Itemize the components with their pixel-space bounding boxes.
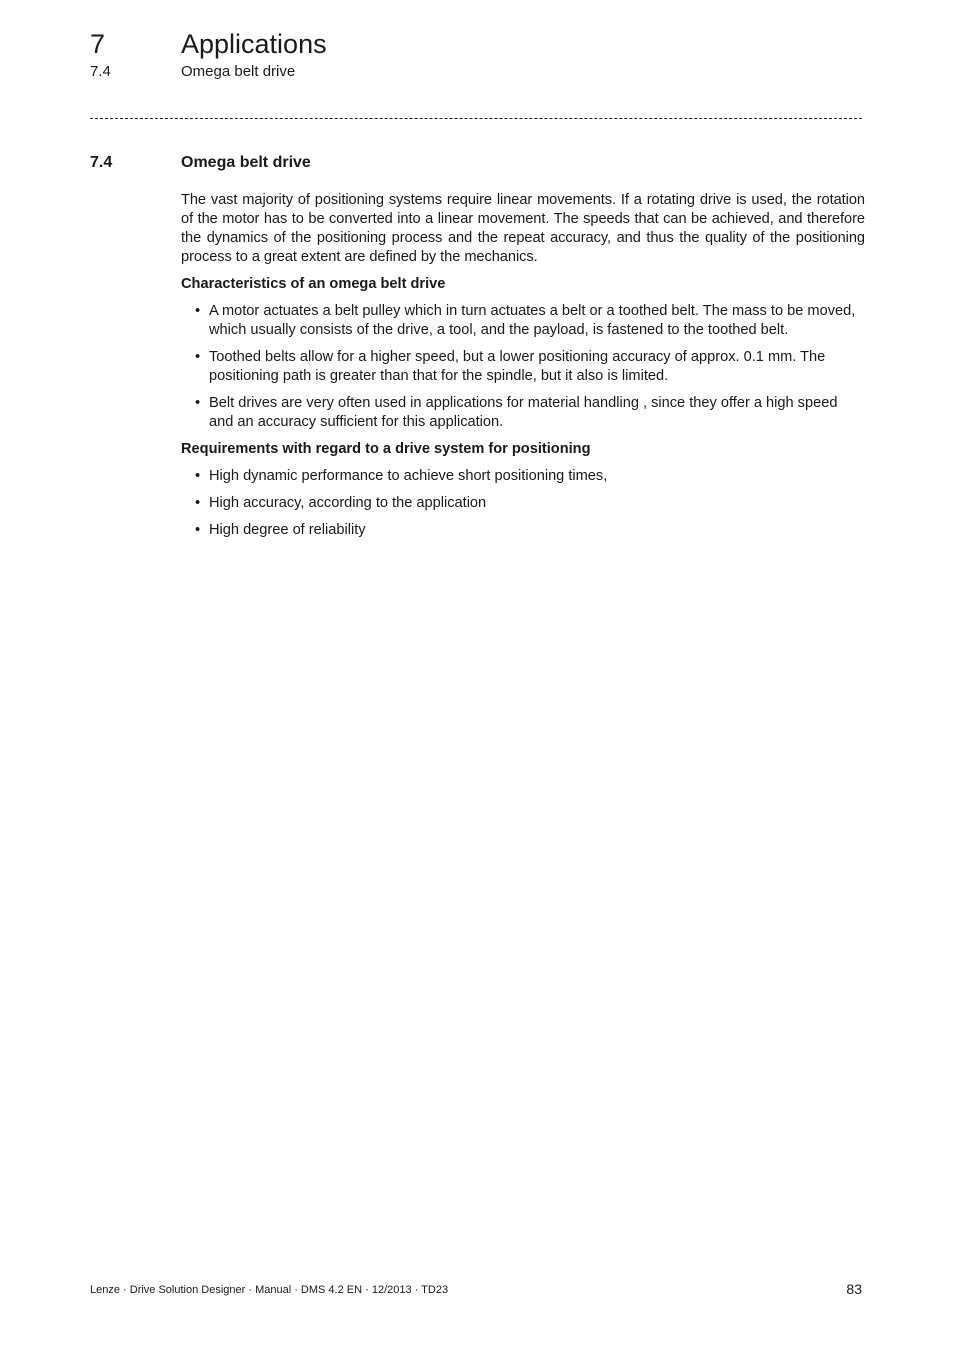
characteristics-heading: Characteristics of an omega belt drive	[181, 276, 446, 292]
bullet-icon: •	[195, 349, 201, 365]
list-item-text: High accuracy, according to the application	[209, 495, 487, 511]
list-item	[181, 521, 865, 540]
bullet-icon: •	[195, 468, 201, 484]
section-number: 7.4	[90, 154, 113, 171]
section-body	[181, 191, 865, 548]
bullet-icon: •	[195, 303, 201, 319]
list-item	[181, 302, 865, 340]
page-number: 83	[846, 1281, 862, 1297]
list-item-text: Belt drives are very often used in applications for material handling , since they offer a high speed and an accuracy sufficient for this application.	[209, 395, 838, 430]
intro-paragraph: The vast majority of positioning systems require linear movements. If a rotating drive is used, the rotation of the motor has to be converted into a linear movement. The speeds that can be achieved, and therefore the dynamics of the positioning process and the repeat accuracy, and thus the quality of the positioning process to a great extent are defined by the mechanics.	[181, 192, 865, 265]
requirements-heading: Requirements with regard to a drive system for positioning	[181, 441, 591, 457]
list-item-text: High dynamic performance to achieve short positioning times,	[209, 468, 608, 484]
list-item	[181, 348, 865, 386]
list-item-text: A motor actuates a belt pulley which in turn actuates a belt or a toothed belt. The mass to be moved, which usually consists of the drive, a tool, and the payload, is fastened to the toothed belt.	[209, 303, 856, 338]
footer-text: Lenze · Drive Solution Designer · Manual · DMS 4.2 EN · 12/2013 · TD23	[90, 1284, 449, 1296]
header-section-number: 7.4	[90, 63, 111, 80]
chapter-title: Applications	[181, 29, 327, 59]
list-item-text: High degree of reliability	[209, 522, 366, 538]
bullet-icon: •	[195, 495, 201, 511]
list-item	[181, 494, 865, 513]
header-section-title: Omega belt drive	[181, 63, 296, 80]
list-item-text: Toothed belts allow for a higher speed, but a lower positioning accuracy of approx. 0.1 mm. The positioning path is greater than that for the spindle, but it also is limited.	[209, 349, 826, 384]
list-item	[181, 394, 865, 432]
chapter-number: 7	[90, 29, 106, 59]
requirements-list	[181, 467, 865, 540]
characteristics-list	[181, 302, 865, 432]
section-title: Omega belt drive	[181, 154, 311, 171]
header-divider	[90, 118, 862, 119]
bullet-icon: •	[195, 522, 201, 538]
list-item	[181, 467, 865, 486]
bullet-icon: •	[195, 395, 201, 411]
